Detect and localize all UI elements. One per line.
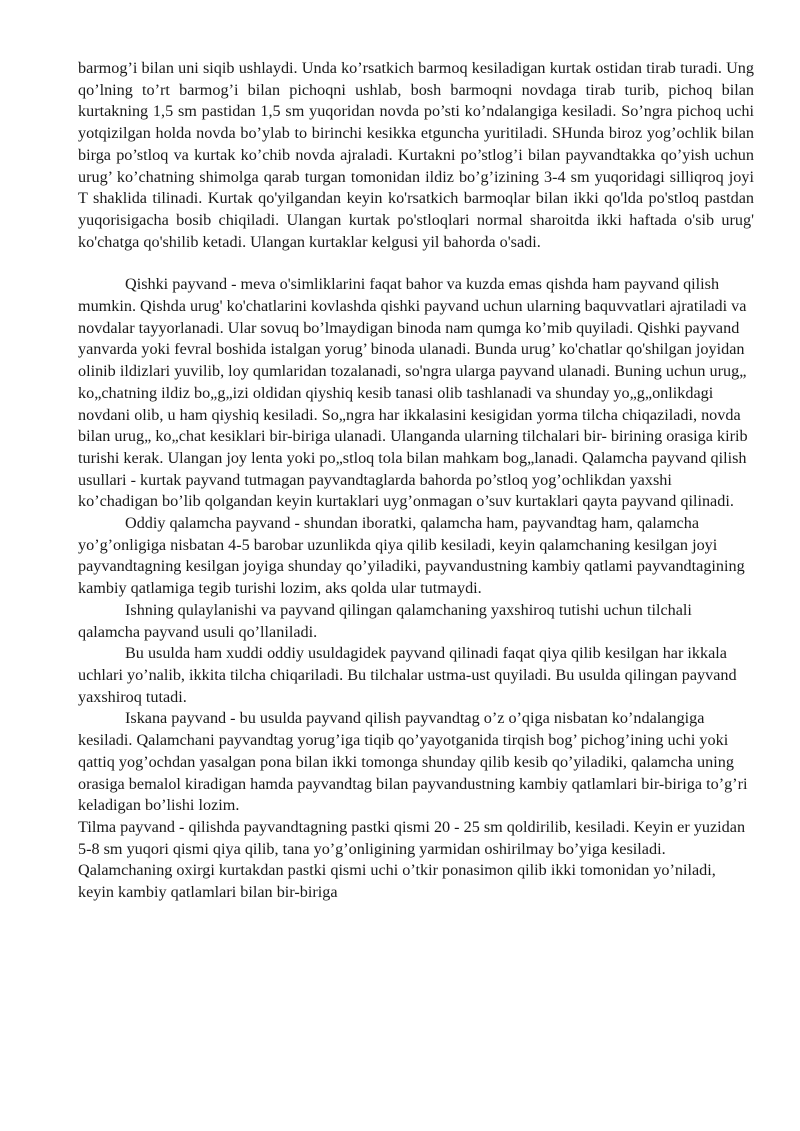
document-page [78, 58, 754, 904]
paragraph-tongue-graft-method: Bu usulda ham xuddi oddiy usuldagidek payvand qilinadi faqat qiya qilib kesilgan har ikkala uchlari yo’nalib, ikkita tilcha chiqariladi. Bu tilchalar ustma-ust quyiladi. Bu usulda qilingan payvand yaxshiroq tutadi. [78, 644, 737, 706]
paragraph-side-graft: Tilma payvand - qilishda payvandtagning pastki qismi 20 - 25 sm qoldirilib, kesiladi. Keyin er yuzidan 5-8 sm yuqori qismi qiya qilib, tana yo’g’onligining yarmidan oshirilmay bo’yiga kesiladi. Qalamchaning oxirgi kurtakdan pastki qismi uchi o’tkir ponasimon qilib ikki tomonidan yo’niladi, keyin kambiy qatlamlari bilan bir-biriga [78, 817, 746, 902]
paragraph-cleft-graft: Iskana payvand - bu usulda payvand qilish payvandtag o’z o’qiga nisbatan ko’ndalangiga kesiladi. Qalamchani payvandtag yorug’iga tiqib qo’yayotganida tirqish bog’ pichog’ining uchi yoki qattiq yog’ochdan yasalgan pona bilan ikki tomonga shunday qilib kesib qo’yiladiki, qalamcha uning orasiga bemalol kiradigan hamda payvandtag bilan payvandustning kambiy qatlamlari bir-biriga to’g’ri keladigan bo’lishi lozim. [78, 709, 748, 815]
paragraph-tongue-graft-intro: Ishning qulaylanishi va payvand qilingan qalamchaning yaxshiroq tutishi uchun tilchali qalamcha payvand usuli qo’llaniladi. [78, 600, 692, 641]
paragraph-budding-procedure: barmog’i bilan uni siqib ushlaydi. Unda ko’rsatkich barmoq kesiladigan kurtak ostidan tirab turadi. Ung qo’lning to’rt barmog’i bilan pichoqni ushlab, bosh barmoqni novdaga tirab turib, pichoq bilan kurtakning 1,5 sm pastidan 1,5 sm yuqoridan novda po’sti ko’ndalangiga kesiladi. So’ngra pichoq uchi yotqizilgan holda novda bo’ylab to birinchi kesikka etguncha yuritiladi. SHunda biroz yog’ochlik bilan birga po’stloq va kurtak ko’chib novda ajraladi. Kurtakni po’stlog’i bilan payvandtakka qo’yish uchun urug’ ko’chatning shimolga qarab turgan tomonidan ildiz bo’g’izining 3-4 sm yuqoridagi silliqroq joyi T shaklida tilinadi. Kurtak qo'yilgandan keyin ko'rsatkich barmoqlar bilan ikki qo'lda po'stloq pastdan yuqorisigacha bosib chiqiladi. Ulangan kurtak po'stloqlari normal sharoitda ikki haftada o'sib urug' ko'chatga qo'shilib ketadi. Ulangan kurtaklar kelgusi yil bahorda o'sadi. [78, 59, 754, 251]
paragraph-winter-grafting: Qishki payvand - meva o'simliklarini faqat bahor va kuzda emas qishda ham payvand qilish mumkin. Qishda urug' ko'chatlarini kovlashda qishki payvand uchun ularning baquvvatlari ajratiladi va novdalar tayyorlanadi. Ular sovuq bo’lmaydigan binoda nam qumga ko’mib quyiladi. Qishki payvand yanvarda yoki fevral boshida istalgan yorug’ binoda ulanadi. Bunda urug’ ko'chatlar qo'shilgan joyidan olinib ildizlari yuvilib, loy qumlaridan tozalanadi, so'ngra ularga payvand ulanadi. Buning uchun urug„ ko„chatning ildiz bo„g„izi oldidan qiyshiq kesib tanasi olib tashlanadi va shunday yo„g„onlikdagi novdani olib, u ham qiyshiq kesiladi. So„ngra har ikkalasini kesigidan yorma tilcha chiqaziladi, novda bilan urug„ ko„chat kesiklari bir-biriga ulanadi. Ulanganda ularning tilchalari bir- birining orasiga kirib turishi kerak. Ulangan joy lenta yoki po„stloq tola bilan mahkam bog„lanadi. Qalamcha payvand qilish usullari - kurtak payvand tutmagan payvandtaglarda bahorda po’stloq yog’ochlikdan yaxshi ko’chadigan bo’lib qolgandan keyin kurtaklari uyg’onmagan o’suv kurtaklari qayta payvand qilinadi. [78, 275, 748, 511]
paragraph-spacer [78, 253, 754, 274]
paragraph-simple-cutting-graft: Oddiy qalamcha payvand - shundan iboratki, qalamcha ham, payvandtag ham, qalamcha yo’g’onligiga nisbatan 4-5 barobar uzunlikda qiya qilib kesiladi, keyin qalamchaning kesilgan joyi payvandtagning kesilgan joyiga shunday qo’yiladiki, payvandustning kambiy qatlami payvandtagining kambiy qatlamiga tegib turishi lozim, aks qolda ular tutmaydi. [78, 514, 745, 598]
